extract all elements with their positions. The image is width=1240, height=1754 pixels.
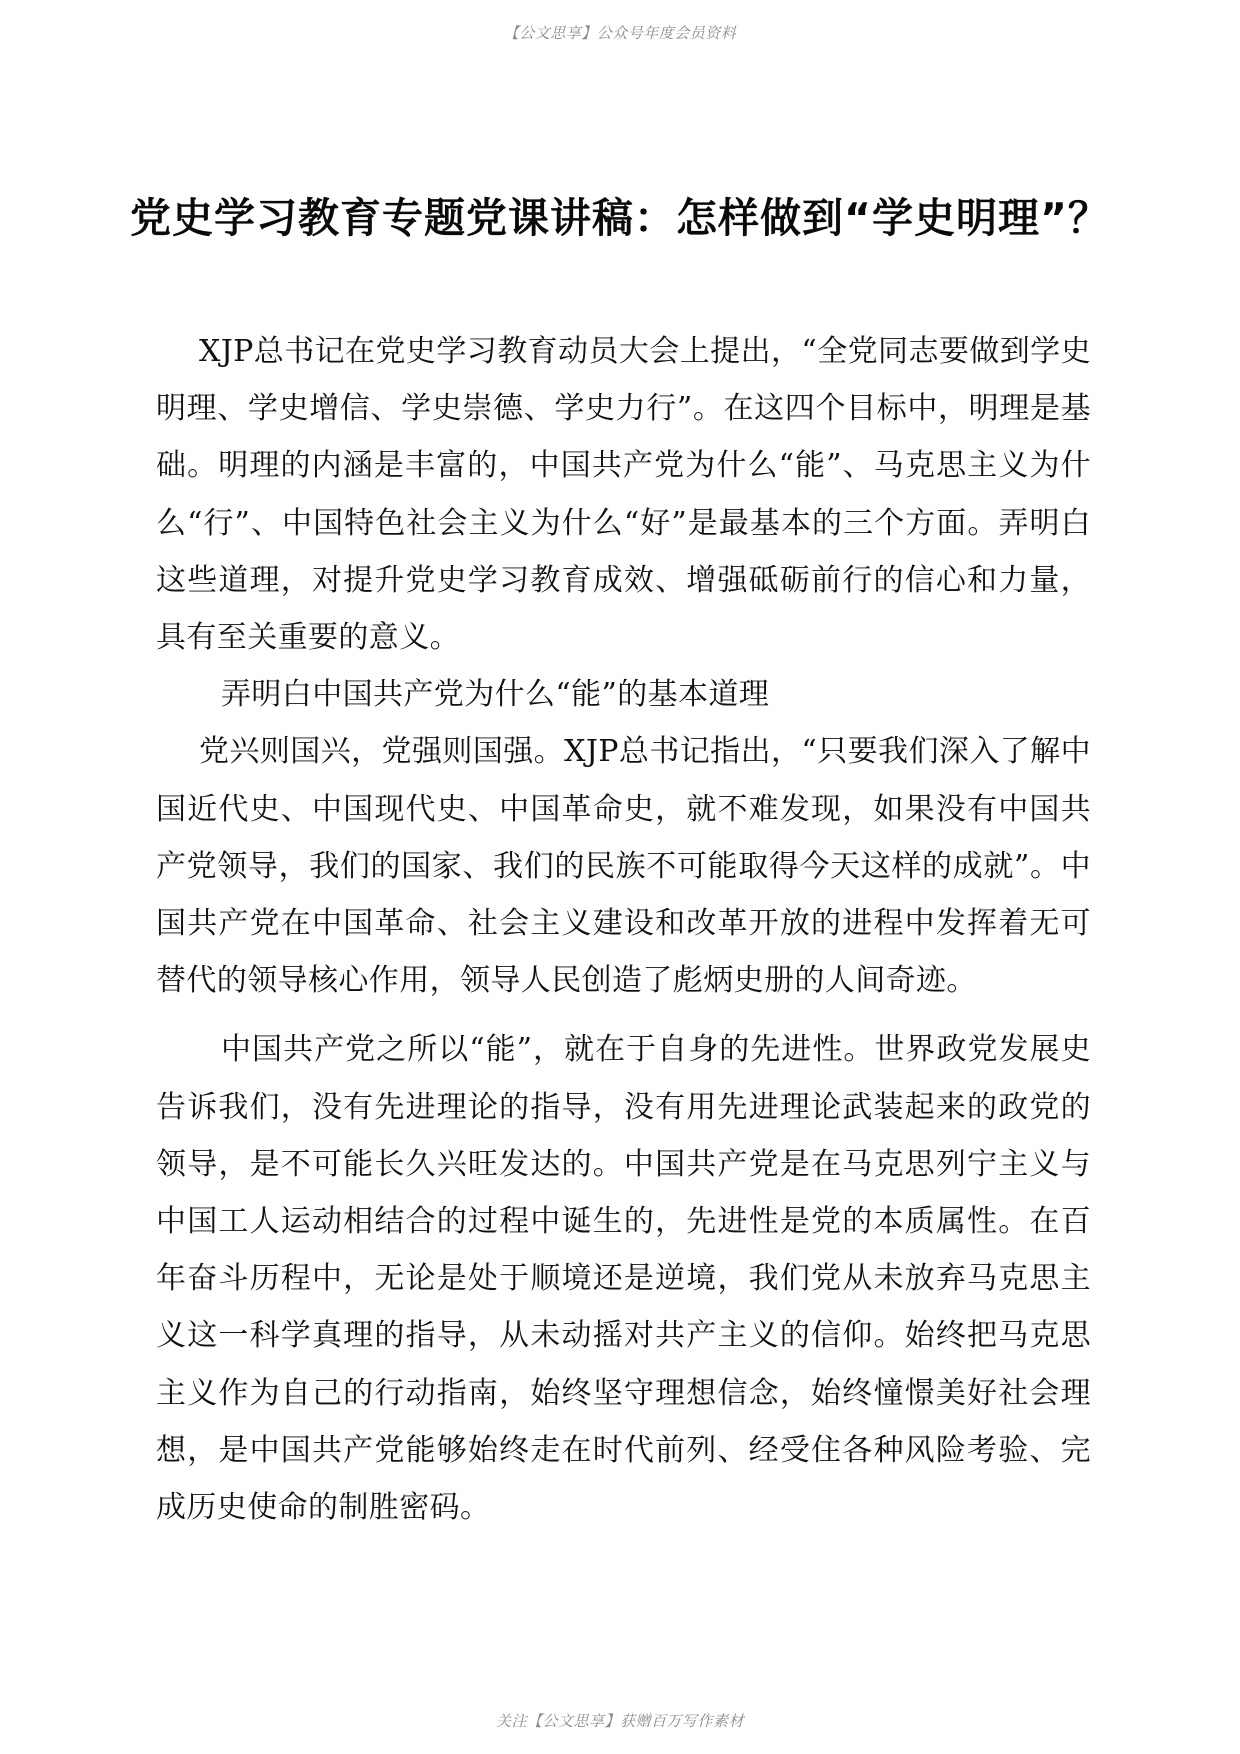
- paragraph-intro: XJP总书记在党史学习教育动员大会上提出，“全党同志要做到学史明理、学史增信、学史崇德、学史力行”。在这四个目标中，明理是基础。明理的内涵是丰富的，中国共产党为什么“能”、马克思主义为什么“行”、中国特色社会主义为什么“好”是最基本的三个方面。弄明白这些道理，对提升党史学习教育成效、增强砥砺前行的信心和力量，具有至关重要的意义。: [156, 334, 1091, 656]
- footer-note: 关注【公文思享】获赠百万写作素材: [495, 1712, 744, 1730]
- document-title: 党史学习教育专题党课讲稿：怎样做到“学史明理”？: [130, 194, 1110, 243]
- document-body: [156, 323, 1091, 1536]
- paragraph-advanced-nature: 中国共产党之所以“能”，就在于自身的先进性。世界政党发展史告诉我们，没有先进理论的指导，没有用先进理论武装起来的政党的领导，是不可能长久兴旺发达的。中国共产党是在马克思列宁主义与中国工人运动相结合的过程中诞生的，先进性是党的本质属性。在百年奋斗历程中，无论是处于顺境还是逆境，我们党从未放弃马克思主义这一科学真理的指导，从未动摇对共产主义的信仰。始终把马克思主义作为自己的行动指南，始终坚守理想信念，始终憧憬美好社会理想，是中国共产党能够始终走在时代前列、经受住各种风险考验、完成历史使命的制胜密码。: [156, 1032, 1091, 1526]
- section-heading: 弄明白中国共产党为什么“能”的基本道理: [221, 677, 770, 713]
- paragraph-party-leadership: 党兴则国兴，党强则国强。XJP总书记指出，“只要我们深入了解中国近代史、中国现代史、中国革命史，就不难发现，如果没有中国共产党领导，我们的国家、我们的民族不可能取得今天这样的成就”。中国共产党在中国革命、社会主义建设和改革开放的进程中发挥着无可替代的领导核心作用，领导人民创造了彪炳史册的人间奇迹。: [156, 734, 1091, 999]
- header-note: 【公文思享】公众号年度会员资料: [503, 24, 737, 42]
